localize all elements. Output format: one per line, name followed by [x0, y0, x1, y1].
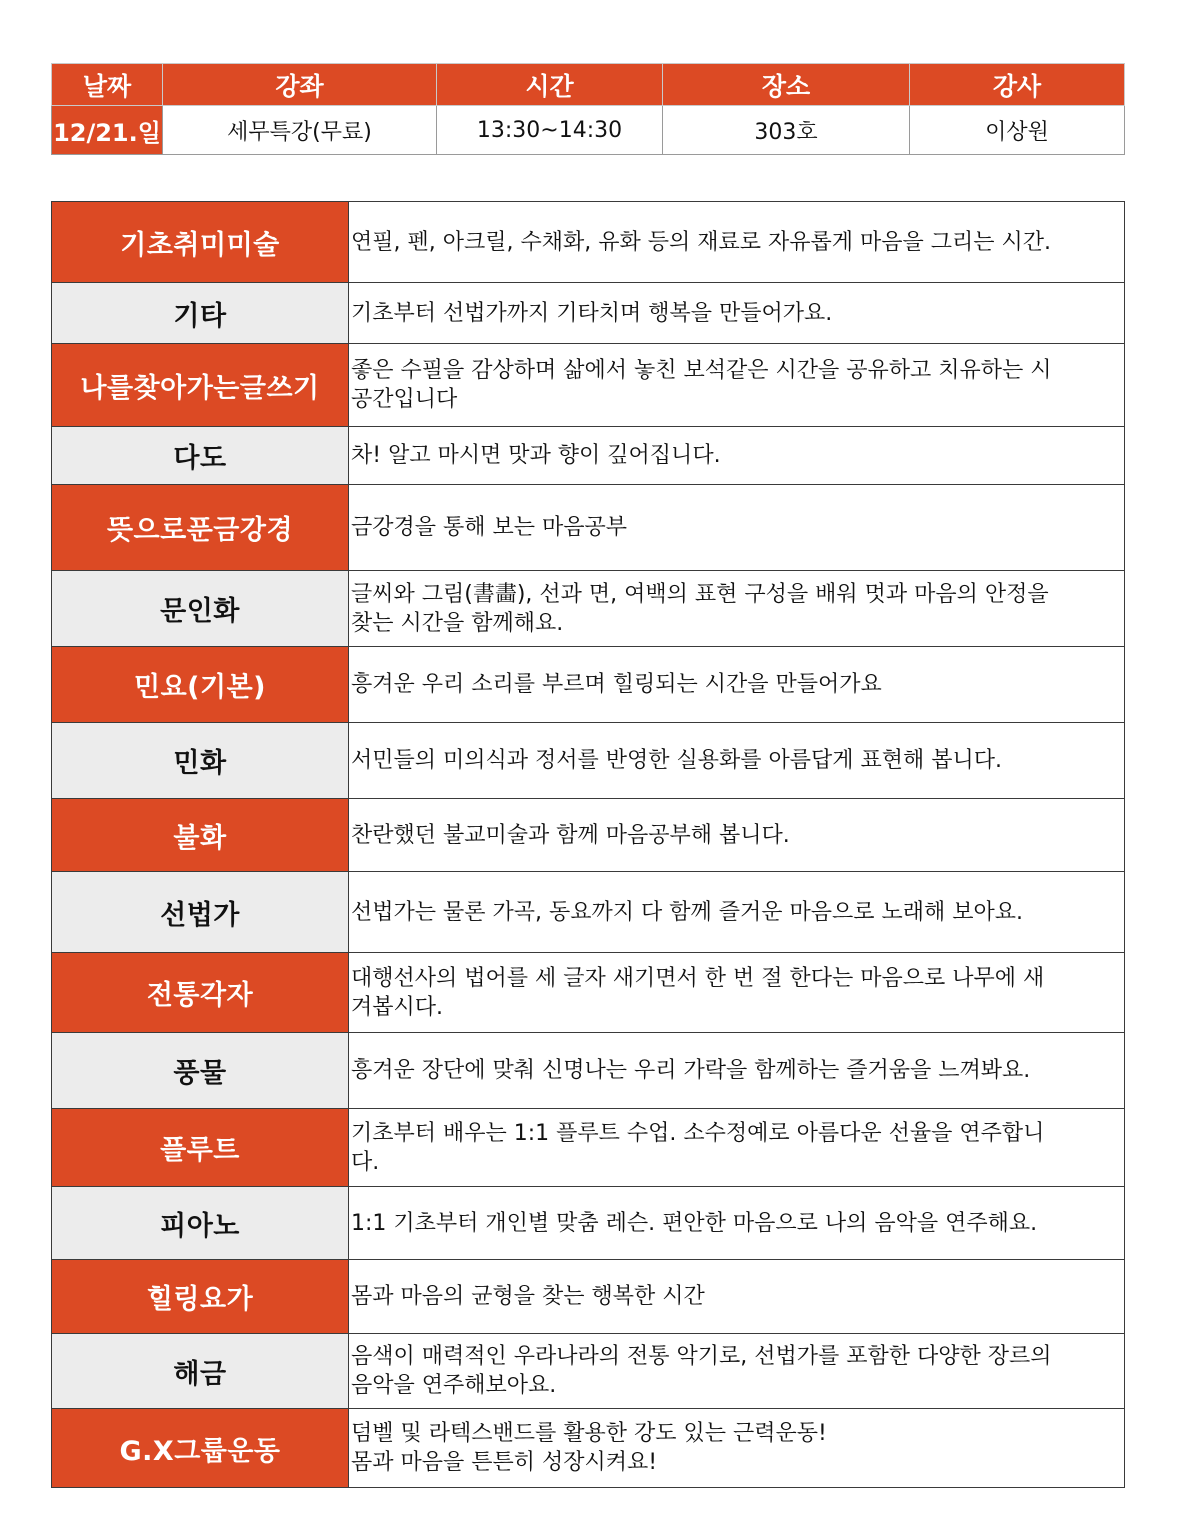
course-desc: 연필, 펜, 아크릴, 수채화, 유화 등의 재료로 자유롭게 마음을 그리는 시간.	[349, 202, 1125, 283]
course-row	[52, 872, 1125, 953]
course-desc: 흥겨운 장단에 맞춰 신명나는 우리 가락을 함께하는 즐거움을 느껴봐요.	[349, 1033, 1125, 1109]
schedule-header-course: 강좌	[163, 64, 437, 106]
course-name: 뜻으로푼금강경	[52, 485, 349, 571]
course-name: 플루트	[52, 1109, 349, 1187]
course-row	[52, 202, 1125, 283]
course-desc: 덤벨 및 라텍스밴드를 활용한 강도 있는 근력운동! 몸과 마음을 튼튼히 성장시켜요!	[349, 1409, 1125, 1488]
schedule-instructor: 이상원	[910, 106, 1125, 155]
course-row	[52, 723, 1125, 799]
course-desc: 몸과 마음의 균형을 찾는 행복한 시간	[349, 1260, 1125, 1334]
course-desc: 기초부터 배우는 1:1 플루트 수업. 소수정예로 아름다운 선율을 연주합니 다.	[349, 1109, 1125, 1187]
course-name: 해금	[52, 1334, 349, 1409]
course-name: 힐링요가	[52, 1260, 349, 1334]
schedule-time: 13:30~14:30	[437, 106, 663, 155]
course-name: G.X그룹운동	[52, 1409, 349, 1488]
schedule-header-date: 날짜	[52, 64, 163, 106]
course-desc: 서민들의 미의식과 정서를 반영한 실용화를 아름답게 표현해 봅니다.	[349, 723, 1125, 799]
course-name: 불화	[52, 799, 349, 872]
course-desc: 금강경을 통해 보는 마음공부	[349, 485, 1125, 571]
course-table	[51, 201, 1125, 1488]
course-row	[52, 799, 1125, 872]
course-desc: 흥겨운 우리 소리를 부르며 힐링되는 시간을 만들어가요	[349, 647, 1125, 723]
course-row	[52, 1260, 1125, 1334]
course-name: 기타	[52, 283, 349, 344]
course-name: 피아노	[52, 1187, 349, 1260]
course-desc: 찬란했던 불교미술과 함께 마음공부해 봅니다.	[349, 799, 1125, 872]
course-name: 문인화	[52, 571, 349, 647]
course-row	[52, 344, 1125, 427]
schedule-header-instructor: 강사	[910, 64, 1125, 106]
course-row	[52, 953, 1125, 1033]
schedule-date: 12/21.일	[52, 106, 163, 155]
course-row	[52, 283, 1125, 344]
course-row	[52, 1033, 1125, 1109]
course-name: 나를찾아가는글쓰기	[52, 344, 349, 427]
course-row	[52, 1409, 1125, 1488]
course-row	[52, 571, 1125, 647]
course-row	[52, 1187, 1125, 1260]
schedule-header-time: 시간	[437, 64, 663, 106]
course-name: 민요(기본)	[52, 647, 349, 723]
course-name: 민화	[52, 723, 349, 799]
course-desc: 글씨와 그림(書畵), 선과 면, 여백의 표현 구성을 배워 멋과 마음의 안정을 찾는 시간을 함께해요.	[349, 571, 1125, 647]
schedule-table	[51, 63, 1125, 155]
course-desc: 차! 알고 마시면 맛과 향이 깊어집니다.	[349, 427, 1125, 485]
course-name: 선법가	[52, 872, 349, 953]
course-desc: 음색이 매력적인 우라나라의 전통 악기로, 선법가를 포함한 다양한 장르의 음악을 연주해보아요.	[349, 1334, 1125, 1409]
course-row	[52, 1334, 1125, 1409]
schedule-course: 세무특강(무료)	[163, 106, 437, 155]
schedule-header-row	[52, 64, 1125, 106]
course-desc: 1:1 기초부터 개인별 맞춤 레슨. 편안한 마음으로 나의 음악을 연주해요.	[349, 1187, 1125, 1260]
schedule-header-place: 장소	[663, 64, 910, 106]
course-desc: 대행선사의 법어를 세 글자 새기면서 한 번 절 한다는 마음으로 나무에 새 겨봅시다.	[349, 953, 1125, 1033]
course-desc: 선법가는 물론 가곡, 동요까지 다 함께 즐거운 마음으로 노래해 보아요.	[349, 872, 1125, 953]
course-row	[52, 485, 1125, 571]
course-name: 풍물	[52, 1033, 349, 1109]
schedule-place: 303호	[663, 106, 910, 155]
course-name: 전통각자	[52, 953, 349, 1033]
course-row	[52, 427, 1125, 485]
schedule-row	[52, 106, 1125, 155]
course-row	[52, 647, 1125, 723]
course-desc: 기초부터 선법가까지 기타치며 행복을 만들어가요.	[349, 283, 1125, 344]
course-name: 다도	[52, 427, 349, 485]
course-name: 기초취미미술	[52, 202, 349, 283]
course-row	[52, 1109, 1125, 1187]
course-desc: 좋은 수필을 감상하며 삶에서 놓친 보석같은 시간을 공유하고 치유하는 시 공간입니다	[349, 344, 1125, 427]
